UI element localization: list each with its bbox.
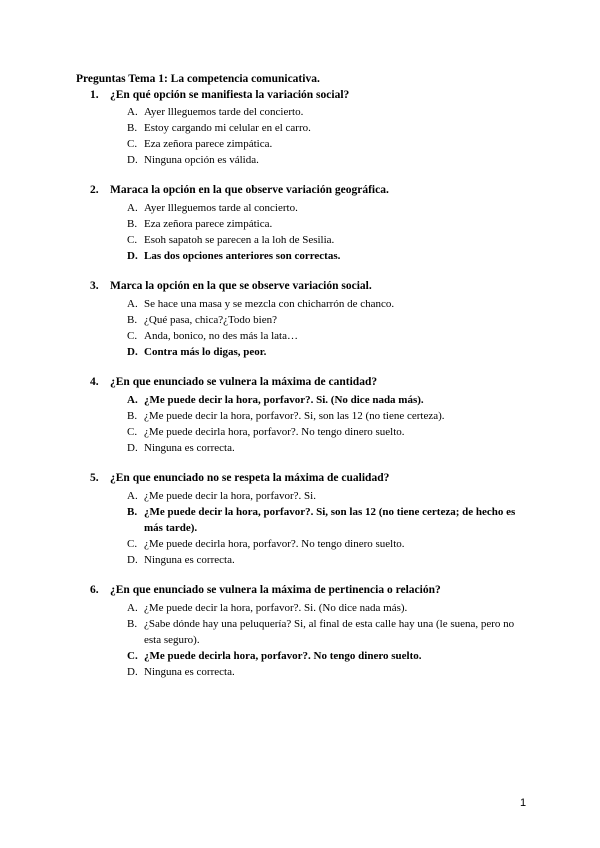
option-letter: B.: [127, 410, 138, 422]
question-number: 4.: [90, 376, 99, 388]
option-letter: C.: [127, 234, 138, 246]
option-2c: [127, 232, 527, 248]
option-5a: [127, 488, 527, 504]
option-letter: D.: [127, 666, 138, 678]
option-3c: [127, 328, 527, 344]
option-text: Eza zeñora parece zimpática.: [144, 138, 273, 150]
option-letter: C.: [127, 426, 138, 438]
option-5b: [127, 504, 517, 536]
option-text: Ayer llleguemos tarde del concierto.: [144, 106, 304, 118]
option-text: Ayer llleguemos tarde al concierto.: [144, 202, 298, 214]
option-1d: [127, 152, 527, 168]
option-letter: B.: [127, 506, 138, 518]
page-title: Preguntas Tema 1: La competencia comunicativa.: [76, 73, 320, 85]
option-letter: C.: [127, 330, 138, 342]
option-text: Ninguna es correcta.: [144, 666, 235, 678]
option-letter: A.: [127, 394, 138, 406]
option-letter: A.: [127, 106, 138, 118]
option-text: ¿Me puede decir la hora, porfavor?. Si, son las 12 (no tiene certeza).: [144, 410, 445, 422]
option-letter: B.: [127, 122, 138, 134]
option-text: Anda, bonico, no des más la lata…: [144, 330, 298, 342]
option-5d: [127, 552, 527, 568]
option-3b: [127, 312, 527, 328]
option-4b: [127, 408, 527, 424]
option-text: ¿Sabe dónde hay una peluquería? Si, al final de esta calle hay una (le suena, pero no esta seguro).: [144, 618, 515, 646]
option-1a: [127, 104, 527, 120]
option-letter: A.: [127, 298, 138, 310]
option-6d: [127, 664, 527, 680]
option-letter: D.: [127, 442, 138, 454]
option-4c: [127, 424, 527, 440]
question-number: 3.: [90, 280, 99, 292]
question-5: [90, 472, 530, 484]
option-4a: [127, 392, 527, 408]
option-text: Estoy cargando mi celular en el carro.: [144, 122, 311, 134]
option-letter: C.: [127, 138, 138, 150]
option-text: Esoh sapatoh se parecen a la loh de Sesilia.: [144, 234, 335, 246]
question-6: [90, 584, 530, 596]
option-2d: [127, 248, 527, 264]
option-letter: D.: [127, 154, 138, 166]
question-text: ¿En que enunciado se vulnera la máxima de cantidad?: [110, 376, 378, 388]
option-5c: [127, 536, 527, 552]
option-text: Ninguna es correcta.: [144, 442, 235, 454]
question-3: [90, 280, 530, 292]
option-text: Ninguna opción es válida.: [144, 154, 259, 166]
option-text: ¿Me puede decir la hora, porfavor?. Si, son las 12 (no tiene certeza; de hecho es más tarde).: [144, 506, 516, 534]
option-4d: [127, 440, 527, 456]
option-text: ¿Qué pasa, chica?¿Todo bien?: [144, 314, 277, 326]
question-number: 2.: [90, 184, 99, 196]
option-letter: A.: [127, 602, 138, 614]
question-number: 5.: [90, 472, 99, 484]
page-number: 1: [520, 797, 527, 809]
option-6c: [127, 648, 527, 664]
option-text: Las dos opciones anteriores son correctas.: [144, 250, 341, 262]
option-2b: [127, 216, 527, 232]
option-1c: [127, 136, 527, 152]
question-text: ¿En que enunciado no se respeta la máxima de cualidad?: [110, 472, 390, 484]
option-text: ¿Me puede decirla hora, porfavor?. No tengo dinero suelto.: [144, 650, 422, 662]
option-3d: [127, 344, 527, 360]
option-letter: B.: [127, 218, 138, 230]
option-letter: A.: [127, 202, 138, 214]
question-2: [90, 184, 530, 196]
option-1b: [127, 120, 527, 136]
option-text: Se hace una masa y se mezcla con chicharrón de chanco.: [144, 298, 395, 310]
option-text: Ninguna es correcta.: [144, 554, 235, 566]
option-text: ¿Me puede decirla hora, porfavor?. No tengo dinero suelto.: [144, 426, 405, 438]
option-3a: [127, 296, 527, 312]
option-letter: A.: [127, 490, 138, 502]
option-text: Contra más lo digas, peor.: [144, 346, 267, 358]
option-letter: C.: [127, 650, 138, 662]
question-1: [90, 89, 530, 101]
question-number: 1.: [90, 89, 99, 101]
option-text: ¿Me puede decir la hora, porfavor?. Si. (No dice nada más).: [144, 602, 408, 614]
question-number: 6.: [90, 584, 99, 596]
question-text: ¿En que enunciado se vulnera la máxima de pertinencia o relación?: [110, 584, 441, 596]
option-letter: B.: [127, 618, 138, 630]
option-6b: [127, 616, 519, 648]
option-text: ¿Me puede decir la hora, porfavor?. Si.: [144, 490, 316, 502]
option-6a: [127, 600, 527, 616]
option-letter: D.: [127, 346, 138, 358]
option-letter: C.: [127, 538, 138, 550]
option-letter: D.: [127, 250, 138, 262]
question-text: Maraca la opción en la que observe variación geográfica.: [110, 184, 389, 196]
question-text: ¿En qué opción se manifiesta la variación social?: [110, 89, 350, 101]
option-text: Eza zeñora parece zimpática.: [144, 218, 273, 230]
option-2a: [127, 200, 527, 216]
option-text: ¿Me puede decirla hora, porfavor?. No tengo dinero suelto.: [144, 538, 405, 550]
option-letter: D.: [127, 554, 138, 566]
question-text: Marca la opción en la que se observe variación social.: [110, 280, 372, 292]
option-text: ¿Me puede decir la hora, porfavor?. Si. (No dice nada más).: [144, 394, 424, 406]
option-letter: B.: [127, 314, 138, 326]
question-4: [90, 376, 530, 388]
